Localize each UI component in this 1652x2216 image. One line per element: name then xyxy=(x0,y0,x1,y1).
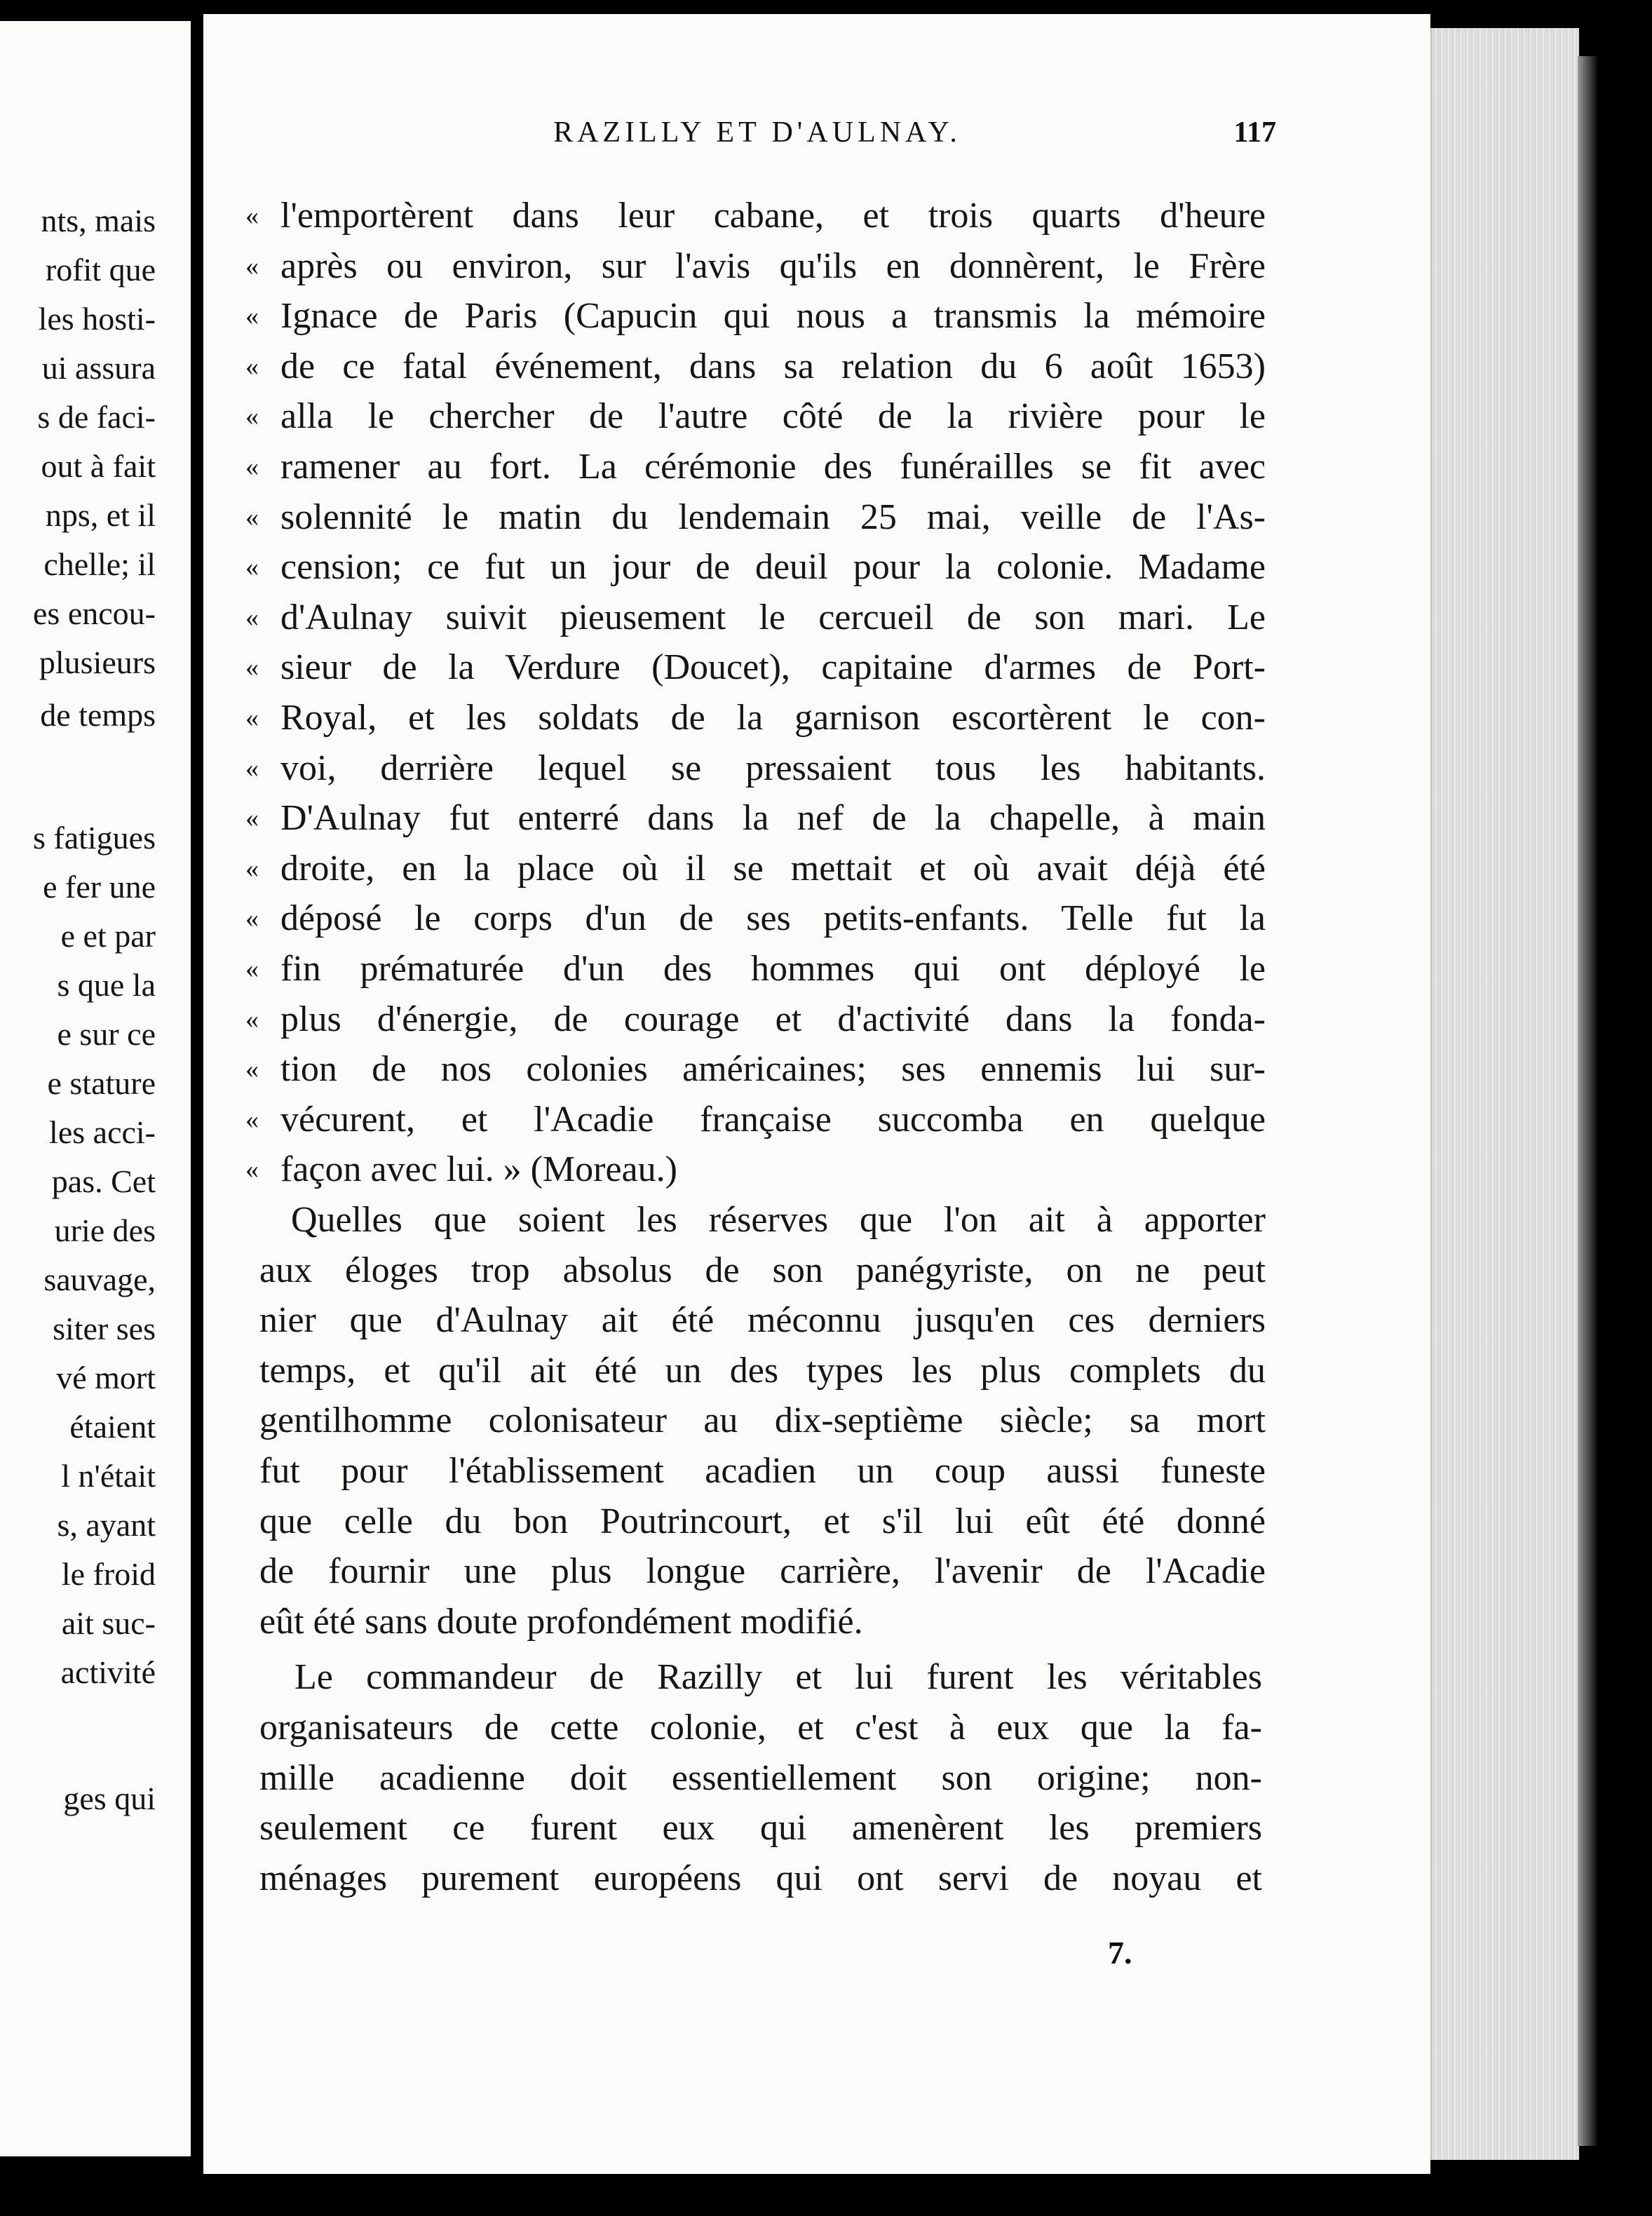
quote-mark: « xyxy=(245,251,259,281)
previous-page-line: pas. Cet xyxy=(51,1163,156,1199)
quoted-line: D'Aulnay fut enterré dans la nef de la chapelle, à main xyxy=(280,798,1266,839)
previous-page-line: e stature xyxy=(47,1065,156,1101)
quoted-line: plus d'énergie, de courage et d'activité dans la fonda- xyxy=(280,999,1266,1039)
quoted-line: solennité le matin du lendemain 25 mai, veille de l'As- xyxy=(280,496,1266,537)
previous-page-line: plusieurs xyxy=(39,644,156,680)
quote-mark: « xyxy=(245,753,259,783)
quoted-line: tion de nos colonies américaines; ses ennemis lui sur- xyxy=(280,1049,1266,1090)
previous-page-line: s fatigues xyxy=(32,820,156,856)
quoted-line: vécurent, et l'Acadie française succomba en quelque xyxy=(280,1099,1266,1140)
previous-page-line: urie des xyxy=(54,1212,156,1248)
running-title: RAZILLY ET D'AULNAY. xyxy=(553,116,961,149)
body-line: fut pour l'établissement acadien un coup aussi funeste xyxy=(259,1451,1266,1491)
body-line: de fournir une plus longue carrière, l'avenir de l'Acadie xyxy=(259,1551,1266,1592)
previous-page-line: les acci- xyxy=(49,1114,156,1150)
previous-page-line: les hosti- xyxy=(38,301,156,337)
previous-page-line: étaient xyxy=(69,1409,156,1445)
quoted-line: déposé le corps d'un de ses petits-enfants. Telle fut la xyxy=(280,898,1266,939)
body-line: que celle du bon Poutrincourt, et s'il lui eût été donné xyxy=(259,1501,1266,1541)
previous-page-line: e et par xyxy=(60,918,156,954)
quoted-line: Royal, et les soldats de la garnison escortèrent le con- xyxy=(280,698,1266,738)
previous-page-line: siter ses xyxy=(53,1311,156,1346)
quoted-line: fin prématurée d'un des hommes qui ont déployé le xyxy=(280,949,1266,989)
quote-mark: « xyxy=(245,1055,259,1085)
body-line: aux éloges trop absolus de son panégyriste, on ne peut xyxy=(259,1250,1266,1290)
previous-page-line: nps, et il xyxy=(45,497,156,533)
quote-mark: « xyxy=(245,904,259,934)
quote-mark: « xyxy=(245,553,259,583)
quoted-line: après ou environ, sur l'avis qu'ils en donnèrent, le Frère xyxy=(280,245,1266,286)
previous-page-line: de temps xyxy=(40,697,156,733)
body-line: gentilhomme colonisateur au dix-septième siècle; sa mort xyxy=(259,1400,1266,1441)
previous-page-line: out à fait xyxy=(41,448,156,484)
page-block-edge xyxy=(1430,28,1579,2160)
body-line: seulement ce furent eux qui amenèrent les premiers xyxy=(259,1808,1262,1849)
previous-page-line: ait suc- xyxy=(61,1605,156,1641)
previous-page-line: e fer une xyxy=(43,869,156,905)
previous-page xyxy=(0,21,191,2156)
previous-page-line: ui assura xyxy=(41,350,156,386)
previous-page-line: activité xyxy=(60,1654,156,1690)
previous-page-line: ges qui xyxy=(63,1781,156,1816)
previous-page-line: es encou- xyxy=(33,595,156,631)
quote-mark: « xyxy=(245,602,259,633)
quoted-line: cension; ce fut un jour de deuil pour la colonie. Madame xyxy=(280,547,1266,588)
quoted-line: l'emportèrent dans leur cabane, et trois quarts d'heure xyxy=(280,196,1266,236)
quoted-line: d'Aulnay suivit pieusement le cercueil de son mari. Le xyxy=(280,597,1266,637)
quoted-line: de ce fatal événement, dans sa relation du 6 août 1653) xyxy=(280,346,1266,386)
body-line: mille acadienne doit essentiellement son origine; non- xyxy=(259,1757,1262,1798)
quote-mark: « xyxy=(245,402,259,432)
body-line: eût été sans doute profondément modifié. xyxy=(259,1601,863,1642)
quote-mark: « xyxy=(245,804,259,834)
body-line: temps, et qu'il ait été un des types les plus complets du xyxy=(259,1350,1266,1391)
quoted-line: Ignace de Paris (Capucin qui nous a transmis la mémoire xyxy=(280,296,1266,337)
previous-page-line: vé mort xyxy=(56,1360,156,1396)
quoted-line: droite, en la place où il se mettait et où avait déjà été xyxy=(280,848,1266,889)
body-line: organisateurs de cette colonie, et c'est à eux que la fa- xyxy=(259,1708,1262,1748)
page-number: 117 xyxy=(1233,116,1276,149)
quoted-line: façon avec lui. » (Moreau.) xyxy=(280,1149,677,1190)
quoted-line: alla le chercher de l'autre côté de la rivière pour le xyxy=(280,396,1266,437)
quoted-line: voi, derrière lequel se pressaient tous les habitants. xyxy=(280,748,1266,788)
previous-page-line: s, ayant xyxy=(57,1507,156,1543)
quote-mark: « xyxy=(245,653,259,683)
quote-mark: « xyxy=(245,1004,259,1034)
quote-mark: « xyxy=(245,302,259,332)
previous-page-line: s de faci- xyxy=(37,399,156,435)
quote-mark: « xyxy=(245,452,259,482)
quote-mark: « xyxy=(245,1104,259,1135)
quote-mark: « xyxy=(245,1155,259,1185)
body-line: nier que d'Aulnay ait été méconnu jusqu'en ces derniers xyxy=(259,1300,1266,1341)
previous-page-line: l n'était xyxy=(61,1458,156,1494)
previous-page-line: le froid xyxy=(61,1556,156,1592)
quoted-line: ramener au fort. La cérémonie des funérailles se fit avec xyxy=(280,447,1266,487)
quote-mark: « xyxy=(245,703,259,733)
quoted-line: sieur de la Verdure (Doucet), capitaine d'armes de Port- xyxy=(280,647,1266,688)
body-line: Le commandeur de Razilly et lui furent les véritables xyxy=(294,1657,1262,1698)
quote-mark: « xyxy=(245,351,259,381)
previous-page-line: rofit que xyxy=(45,252,156,288)
quote-mark: « xyxy=(245,201,259,231)
quote-mark: « xyxy=(245,954,259,984)
page-edge-shadow xyxy=(1578,56,1599,2146)
quote-mark: « xyxy=(245,502,259,532)
signature-mark: 7. xyxy=(1108,1935,1132,1971)
previous-page-line: sauvage, xyxy=(43,1262,156,1297)
previous-page-line: nts, mais xyxy=(41,203,156,238)
previous-page-line: s que la xyxy=(57,967,156,1003)
body-line: Quelles que soient les réserves que l'on ait à apporter xyxy=(291,1200,1266,1240)
previous-page-line: e sur ce xyxy=(57,1016,156,1052)
previous-page-line: chelle; il xyxy=(43,546,156,582)
quote-mark: « xyxy=(245,853,259,884)
body-line: ménages purement européens qui ont servi de noyau et xyxy=(259,1858,1262,1898)
